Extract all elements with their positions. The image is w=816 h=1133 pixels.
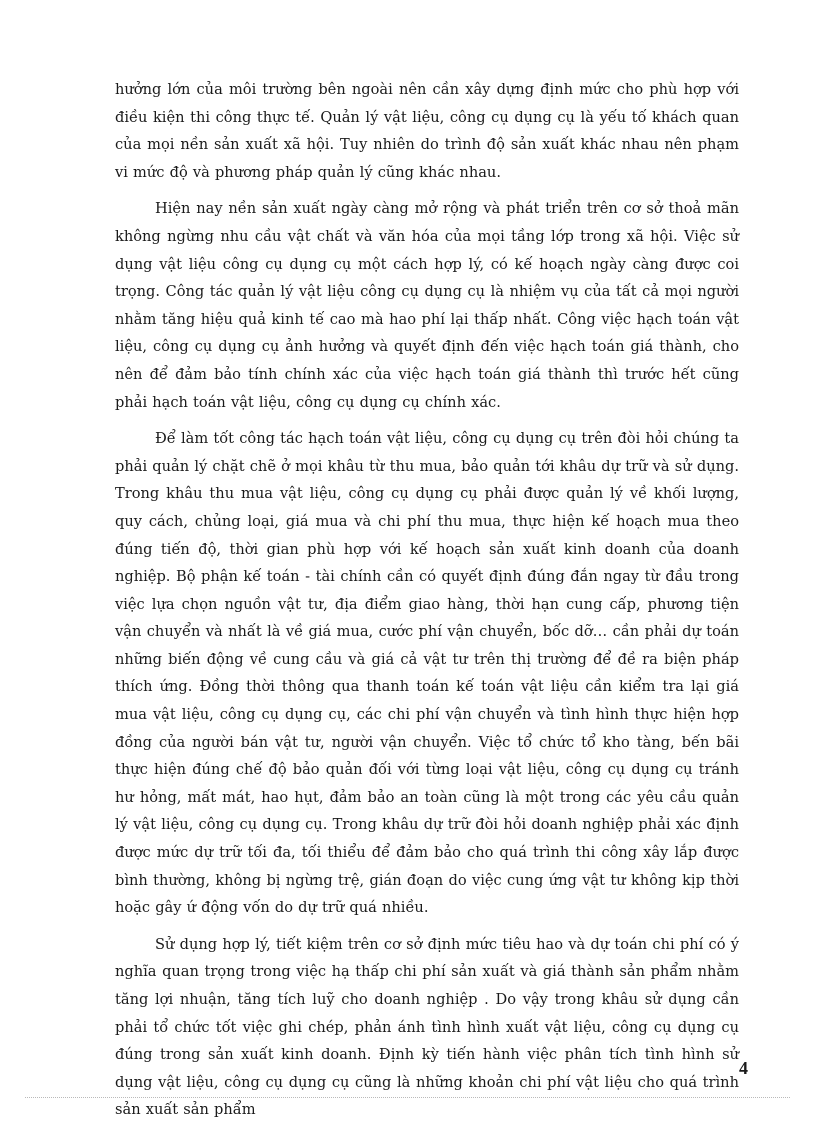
paragraph-2: Hiện nay nền sản xuất ngày càng mở rộng và phát triển trên cơ sở thoả mãn không ngừng nhu cầu vật chất và văn hóa của mọi tầng lớp trong xã hội. Việc sử dụng vật liệu công cụ dụng cụ một cách hợp lý, có kế hoạch ngày càng được coi trọng. Công tác quản lý vật liệu công cụ dụng cụ là nhiệm vụ của tất cả mọi người nhằm tăng hiệu quả kinh tế cao mà hao phí lại thấp nhất. Công việc hạch toán vật liệu, công cụ dụng cụ ảnh hưởng và quyết định đến việc hạch toán giá thành, cho nên để đảm bảo tính chính xác của việc hạch toán giá thành thì trước hết cũng phải hạch toán vật liệu, công cụ dụng cụ chính xác.	[115, 200, 739, 411]
body-text	[115, 76, 739, 1133]
page-number: 4	[739, 1058, 748, 1078]
paragraph-4: Sử dụng hợp lý, tiết kiệm trên cơ sở định mức tiêu hao và dự toán chi phí có ý nghĩa quan trọng trong việc hạ thấp chi phí sản xuất và giá thành sản phẩm nhằm tăng lợi nhuận, tăng tích luỹ cho doanh nghiệp . Do vậy trong khâu sử dụng cần phải tổ chức tốt việc ghi chép, phản ánh tình hình xuất vật liệu, công cụ dụng cụ đúng trong sản xuất kinh doanh. Định kỳ tiến hành việc phân tích tình hình sử dụng vật liệu, công cụ dụng cụ cũng là những khoản chi phí vật liệu cho quá trình sản xuất sản phẩm	[115, 935, 739, 1119]
footer-divider	[25, 1097, 790, 1098]
paragraph-continuation: hưởng lớn của môi trường bên ngoài nên cần xây dựng định mức cho phù hợp với điều kiện thi công thực tế. Quản lý vật liệu, công cụ dụng cụ là yếu tố khách quan của mọi nền sản xuất xã hội. Tuy nhiên do trình độ sản xuất khác nhau nên phạm vi mức độ và phương pháp quản lý cũng khác nhau.	[115, 81, 739, 181]
paragraph-3: Để làm tốt công tác hạch toán vật liệu, công cụ dụng cụ trên đòi hỏi chúng ta phải quản lý chặt chẽ ở mọi khâu từ thu mua, bảo quản tới khâu dự trữ và sử dụng. Trong khâu thu mua vật liệu, công cụ dụng cụ phải được quản lý về khối lượng, quy cách, chủng loại, giá mua và chi phí thu mua, thực hiện kế hoạch mua theo đúng tiến độ, thời gian phù hợp với kế hoạch sản xuất kinh doanh của doanh nghiệp. Bộ phận kế toán - tài chính cần có quyết định đúng đắn ngay từ đầu trong việc lựa chọn nguồn vật tư, địa điểm giao hàng, thời hạn cung cấp, phương tiện vận chuyển và nhất là về giá mua, cước phí vận chuyển, bốc dỡ… cần phải dự toán những biến động về cung cầu và giá cả vật tư trên thị trường để đề ra biện pháp thích ứng. Đồng thời thông qua thanh toán kế toán vật liệu cần kiểm tra lại giá mua vật liệu, công cụ dụng cụ, các chi phí vận chuyển và tình hình thực hiện hợp đồng của người bán vật tư, người vận chuyển. Việc tổ chức tổ kho tàng, bến bãi thực hiện đúng chế độ bảo quản đối với từng loại vật liệu, công cụ dụng cụ tránh hư hỏng, mất mát, hao hụt, đảm bảo an toàn cũng là một trong các yêu cầu quản lý vật liệu, công cụ dụng cụ. Trong khâu dự trữ đòi hỏi doanh nghiệp phải xác định được mức dự trữ tối đa, tối thiểu để đảm bảo cho quá trình thi công xây lắp được bình thường, không bị ngừng trệ, gián đoạn do việc cung ứng vật tư không kịp thời hoặc gây ứ động vốn do dự trữ quá nhiều.	[115, 430, 739, 917]
